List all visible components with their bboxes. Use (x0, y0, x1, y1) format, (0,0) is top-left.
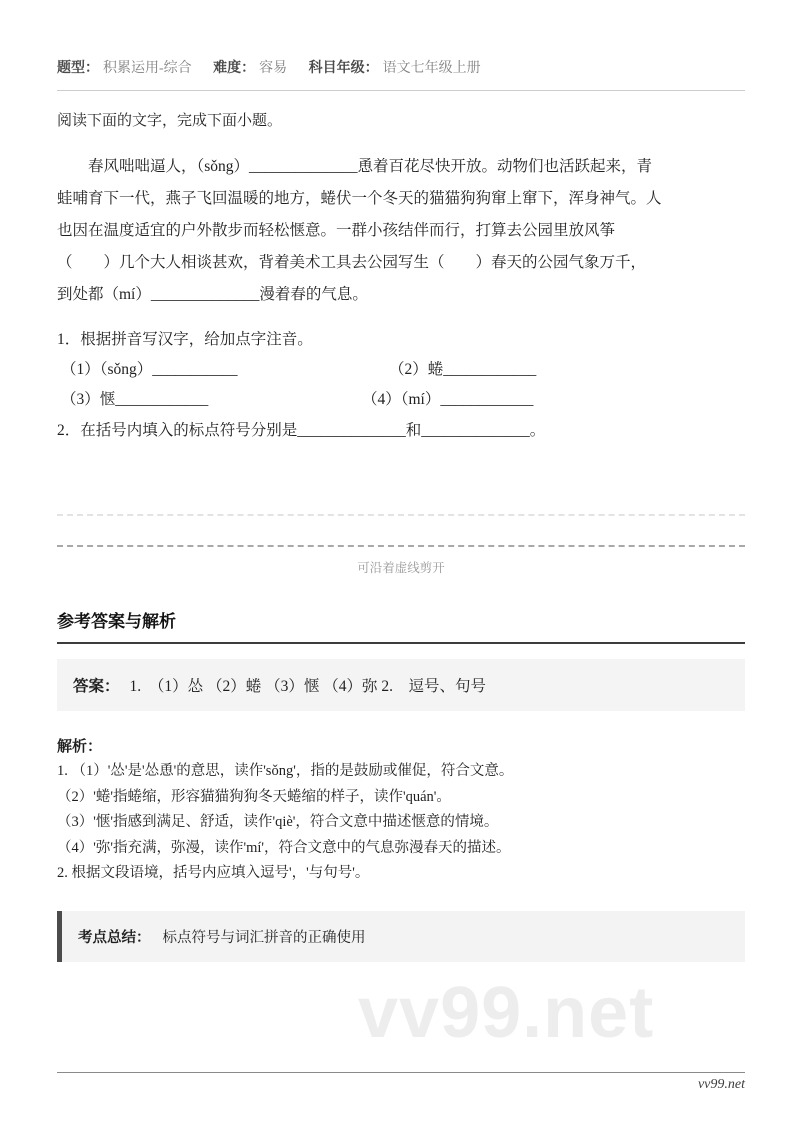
footer-site-name: vv99.net (697, 1077, 745, 1092)
question-intro: 阅读下面的文字，完成下面小题。 (57, 113, 283, 129)
question-meta-row (57, 0, 745, 77)
passage-line: 春风咄咄逼人，（sǒng）______________恿着百花尽快开放。动物们也活跃起来，青 (88, 158, 653, 175)
footer-divider (57, 1072, 745, 1073)
passage-line: 蛙哺育下一代，燕子飞回温暖的地方，蜷伏一个冬天的猫猫狗狗窜上窜下，浑身神气。人 (57, 190, 662, 207)
meta-subject-value: 语文七年级上册 (382, 61, 481, 76)
analysis-line: 2. 根据文段语境，括号内应填入逗号'，'与句号'。 (57, 865, 370, 881)
answer-label: 答案： (73, 678, 120, 695)
question-1-row-2 (57, 385, 745, 415)
answer-box (57, 659, 745, 711)
meta-type-label: 题型： (57, 61, 99, 76)
passage-line: 也因在温度适宜的户外散步而轻松惬意。一群小孩结伴而行，打算去公园里放风筝 (57, 222, 616, 239)
meta-difficulty-value: 容易 (259, 61, 288, 76)
analysis-line: （4）'弥'指充满，弥漫，读作'mí'，符合文意中的气息弥漫春天的描述。 (57, 839, 511, 856)
question-1-item-3: （3）惬____________ (61, 391, 209, 408)
analysis-label: 解析： (57, 738, 103, 755)
meta-subject-label: 科目年级： (308, 61, 379, 76)
summary-label: 考点总结： (78, 929, 151, 946)
reading-passage (57, 151, 745, 311)
analysis-line: 1. （1）'怂'是'怂恿'的意思，读作'sǒng'，指的是鼓励或催促，符合文意。 (57, 763, 514, 779)
summary-text: 标点符号与词汇拼音的正确使用 (162, 929, 366, 946)
analysis-line: （3）'惬'指感到满足、舒适，读作'qiè'，符合文意中描述惬意的情境。 (57, 814, 499, 830)
passage-line: 到处都（mí）______________漫着春的气息。 (57, 286, 368, 303)
header-divider (57, 90, 745, 91)
section-end-divider (57, 514, 745, 516)
question-1-row-1 (57, 355, 745, 385)
question-1-item-4: （4）（mí）____________ (362, 391, 534, 408)
watermark: vv99.net (358, 973, 655, 1053)
question-2: 2．在括号内填入的标点符号分别是______________和______________。 (57, 422, 546, 439)
analysis-line: （2）'蜷'指蜷缩，形容猫猫狗狗冬天蜷缩的样子，读作'quán'。 (57, 788, 451, 805)
meta-type-value: 积累运用-综合 (103, 61, 192, 76)
key-points-summary-box (57, 911, 745, 962)
cut-dashed-line (57, 545, 745, 547)
analysis-block (57, 759, 745, 887)
passage-line: （ ）几个大人相谈甚欢，背着美术工具去公园写生（ ）春天的公园气象万千， (57, 254, 647, 271)
answers-section-heading: 参考答案与解析 (57, 607, 745, 644)
question-1-heading: 1．根据拼音写汉字，给加点字注音。 (57, 331, 313, 348)
answer-text: 1. （1）怂 （2）蜷 （3）惬 （4）弥 2. 逗号、句号 (129, 678, 487, 695)
question-1-item-2: （2）蜷____________ (389, 361, 537, 378)
meta-difficulty-label: 难度： (213, 61, 256, 76)
cut-line-label: 可沿着虚线剪开 (357, 561, 445, 575)
question-1-item-1: （1）（sǒng）___________ (61, 361, 238, 378)
